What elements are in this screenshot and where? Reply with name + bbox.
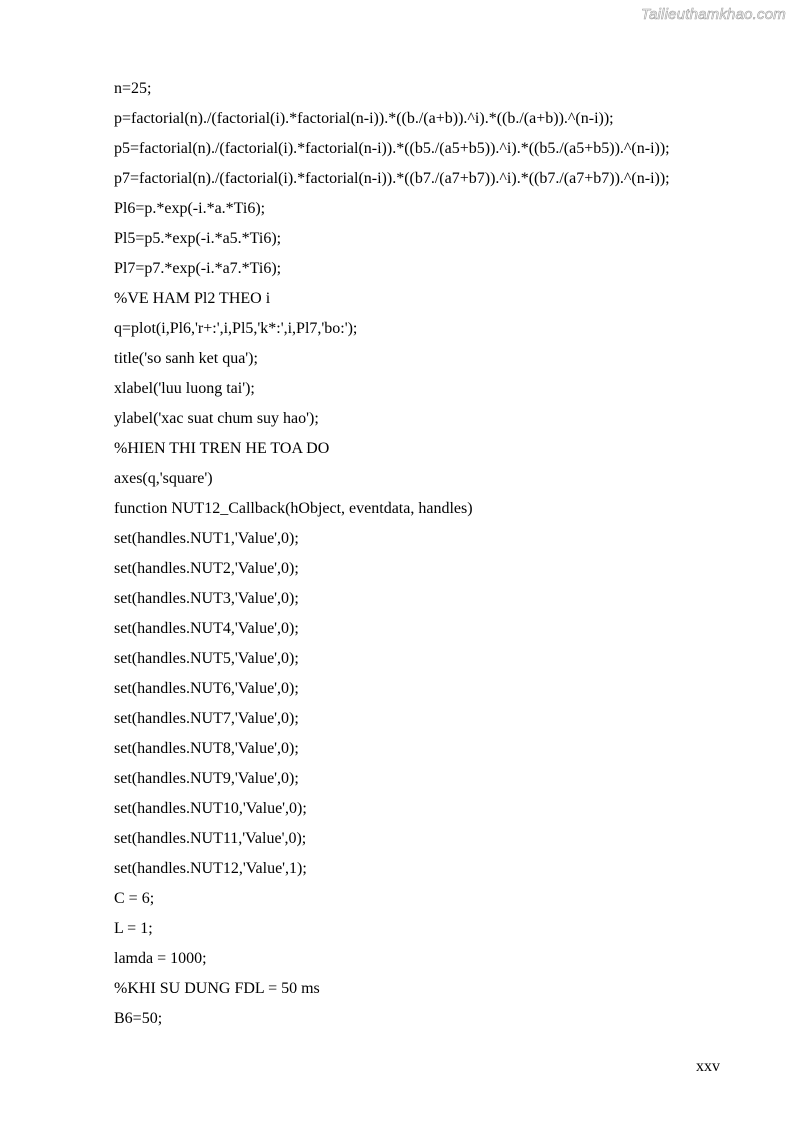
code-line: set(handles.NUT5,'Value',0); [114, 650, 299, 667]
code-line: q=plot(i,Pl6,'r+:',i,Pl5,'k*:',i,Pl7,'bo:'); [114, 320, 358, 337]
code-line: B6=50; [114, 1010, 163, 1027]
code-line: %VE HAM Pl2 THEO i [114, 290, 271, 307]
code-line: set(handles.NUT6,'Value',0); [114, 680, 299, 697]
code-line: set(handles.NUT7,'Value',0); [114, 710, 299, 727]
page-number: xxv [696, 1058, 720, 1075]
code-line: %KHI SU DUNG FDL = 50 ms [114, 980, 320, 997]
code-line: ylabel('xac suat chum suy hao'); [114, 410, 319, 427]
watermark: Tailieuthamkhao.com [641, 6, 786, 23]
code-line: p5=factorial(n)./(factorial(i).*factorial(n-i)).*((b5./(a5+b5)).^i).*((b5./(a5+b5)).^(n-i)); [114, 140, 670, 157]
code-line: set(handles.NUT9,'Value',0); [114, 770, 299, 787]
code-line: lamda = 1000; [114, 950, 207, 967]
code-line: Pl7=p7.*exp(-i.*a7.*Ti6); [114, 260, 282, 277]
code-listing [114, 74, 754, 1034]
code-line: set(handles.NUT4,'Value',0); [114, 620, 299, 637]
code-line: title('so sanh ket qua'); [114, 350, 258, 367]
code-line: %HIEN THI TREN HE TOA DO [114, 440, 330, 457]
code-line: set(handles.NUT11,'Value',0); [114, 830, 307, 847]
code-line: set(handles.NUT12,'Value',1); [114, 860, 307, 877]
code-line: set(handles.NUT10,'Value',0); [114, 800, 307, 817]
code-line: L = 1; [114, 920, 153, 937]
code-line: set(handles.NUT3,'Value',0); [114, 590, 299, 607]
code-line: p=factorial(n)./(factorial(i).*factorial(n-i)).*((b./(a+b)).^i).*((b./(a+b)).^(n-i)); [114, 110, 614, 127]
code-line: p7=factorial(n)./(factorial(i).*factorial(n-i)).*((b7./(a7+b7)).^i).*((b7./(a7+b7)).^(n-i)); [114, 170, 670, 187]
code-line: C = 6; [114, 890, 155, 907]
code-line: Pl6=p.*exp(-i.*a.*Ti6); [114, 200, 266, 217]
code-line: set(handles.NUT8,'Value',0); [114, 740, 299, 757]
code-line: set(handles.NUT1,'Value',0); [114, 530, 299, 547]
code-line: Pl5=p5.*exp(-i.*a5.*Ti6); [114, 230, 282, 247]
code-line: n=25; [114, 80, 152, 97]
code-line: function NUT12_Callback(hObject, eventdata, handles) [114, 500, 473, 517]
code-line: axes(q,'square') [114, 470, 213, 487]
code-line: xlabel('luu luong tai'); [114, 380, 255, 397]
code-line: set(handles.NUT2,'Value',0); [114, 560, 299, 577]
